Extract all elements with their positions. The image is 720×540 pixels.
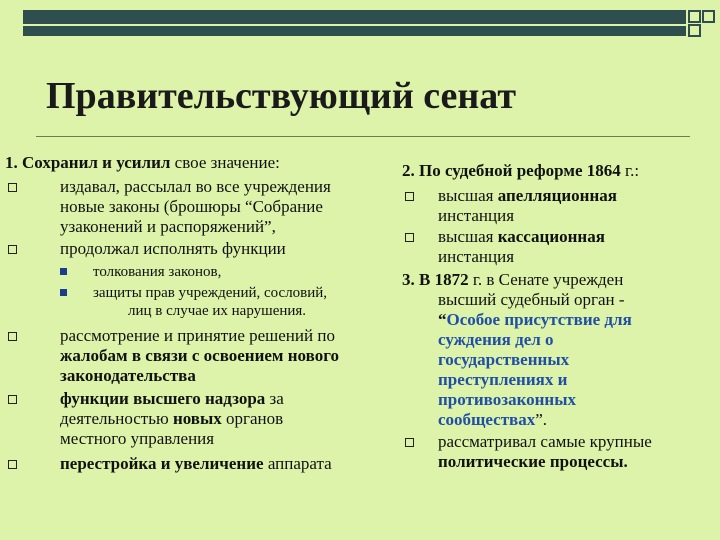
right-item1-a: высшая [438,186,498,205]
right-item1-line1 [438,186,617,206]
right-item2-line2: инстанция [438,247,515,266]
right-item3-line1: рассматривал самые крупные [438,432,652,451]
right-point3-line8 [438,410,547,430]
left-item3-line3: законодательства [60,366,196,385]
right-item2-line1 [438,227,605,247]
right-point3-rest: г. в Сенате учрежден [468,270,624,289]
left-item4-line2-a: деятельностью [60,409,173,428]
left-sub2-line1: защиты прав учреждений, сословий, [93,285,328,301]
left-item4-line1-bold: функции высшего надзора [60,389,266,408]
bullet-square-icon [8,332,17,341]
slide-title: Правительствующий сенат [46,75,516,117]
left-item5 [60,454,332,474]
left-item4-line3: местного управления [60,429,215,448]
left-item4-line2-c: органов [221,409,284,428]
right-item1-line2: инстанция [438,206,515,225]
left-heading-rest: свое значение: [170,153,280,172]
left-item1-line3: узаконений и распоряжений”, [60,217,276,236]
sub-bullet-square-icon [60,289,67,296]
left-item3-line1: рассмотрение и принятие решений по [60,326,335,345]
right-point3-line5: государственных [438,350,570,369]
top-decor-stripe [23,24,686,26]
left-item4-line2 [60,409,283,429]
right-item2-a: высшая [438,227,498,246]
bullet-square-icon [8,395,17,404]
right-item1-bold: апелляционная [497,186,617,205]
right-point3-close-quote: ”. [535,410,548,429]
left-item4-line1-rest: за [265,389,284,408]
right-point3-line8-text: сообществах [438,410,536,429]
left-item5-rest: аппарата [263,454,332,473]
right-point3-line7: противозаконных [438,390,577,409]
left-item1-line1: издавал, рассылал во все учреждения [60,177,331,196]
bullet-square-icon [405,233,414,242]
right-heading-rest: г.: [620,161,640,180]
left-heading [5,153,280,173]
right-point3-line4: суждения дел о [438,330,554,349]
right-heading [402,161,639,181]
right-item2-bold: кассационная [497,227,605,246]
corner-square-1 [688,10,701,23]
right-point3-line1 [402,270,623,290]
right-point3-line3 [438,310,632,330]
right-point3-open-quote: “ [438,310,447,329]
corner-square-3 [688,24,701,37]
bullet-square-icon [8,183,17,192]
left-item5-bold: перестройка и увеличение [60,454,264,473]
right-point3-court-name: Особое присутствие для [446,310,632,329]
corner-square-2 [702,10,715,23]
bullet-square-icon [405,192,414,201]
right-heading-bold: 2. По судебной реформе 1864 [402,161,621,180]
top-decor-bar [23,10,686,36]
title-divider [36,136,690,137]
bullet-square-icon [8,460,17,469]
right-point3-line2: высший судебный орган - [438,290,625,309]
left-heading-bold: 1. Сохранил и усилил [5,153,171,172]
left-item1-line2: новые законы (брошюры “Собрание [60,197,323,216]
bullet-square-icon [8,245,17,254]
left-item4-line2-bold: новых [172,409,222,428]
right-point3-line6: преступлениях и [438,370,568,389]
left-item4-line1 [60,389,284,409]
left-sub2-line2: лиц в случае их нарушения. [128,303,307,319]
left-item2-line1: продолжал исполнять функции [60,239,286,258]
left-item3-line2: жалобам в связи с освоением нового [60,346,339,365]
right-point3-bold: 3. В 1872 [402,270,469,289]
right-item3-line2: политические процессы. [438,452,628,471]
left-sub1: толкования законов, [93,264,222,280]
bullet-square-icon [405,438,414,447]
sub-bullet-square-icon [60,268,67,275]
